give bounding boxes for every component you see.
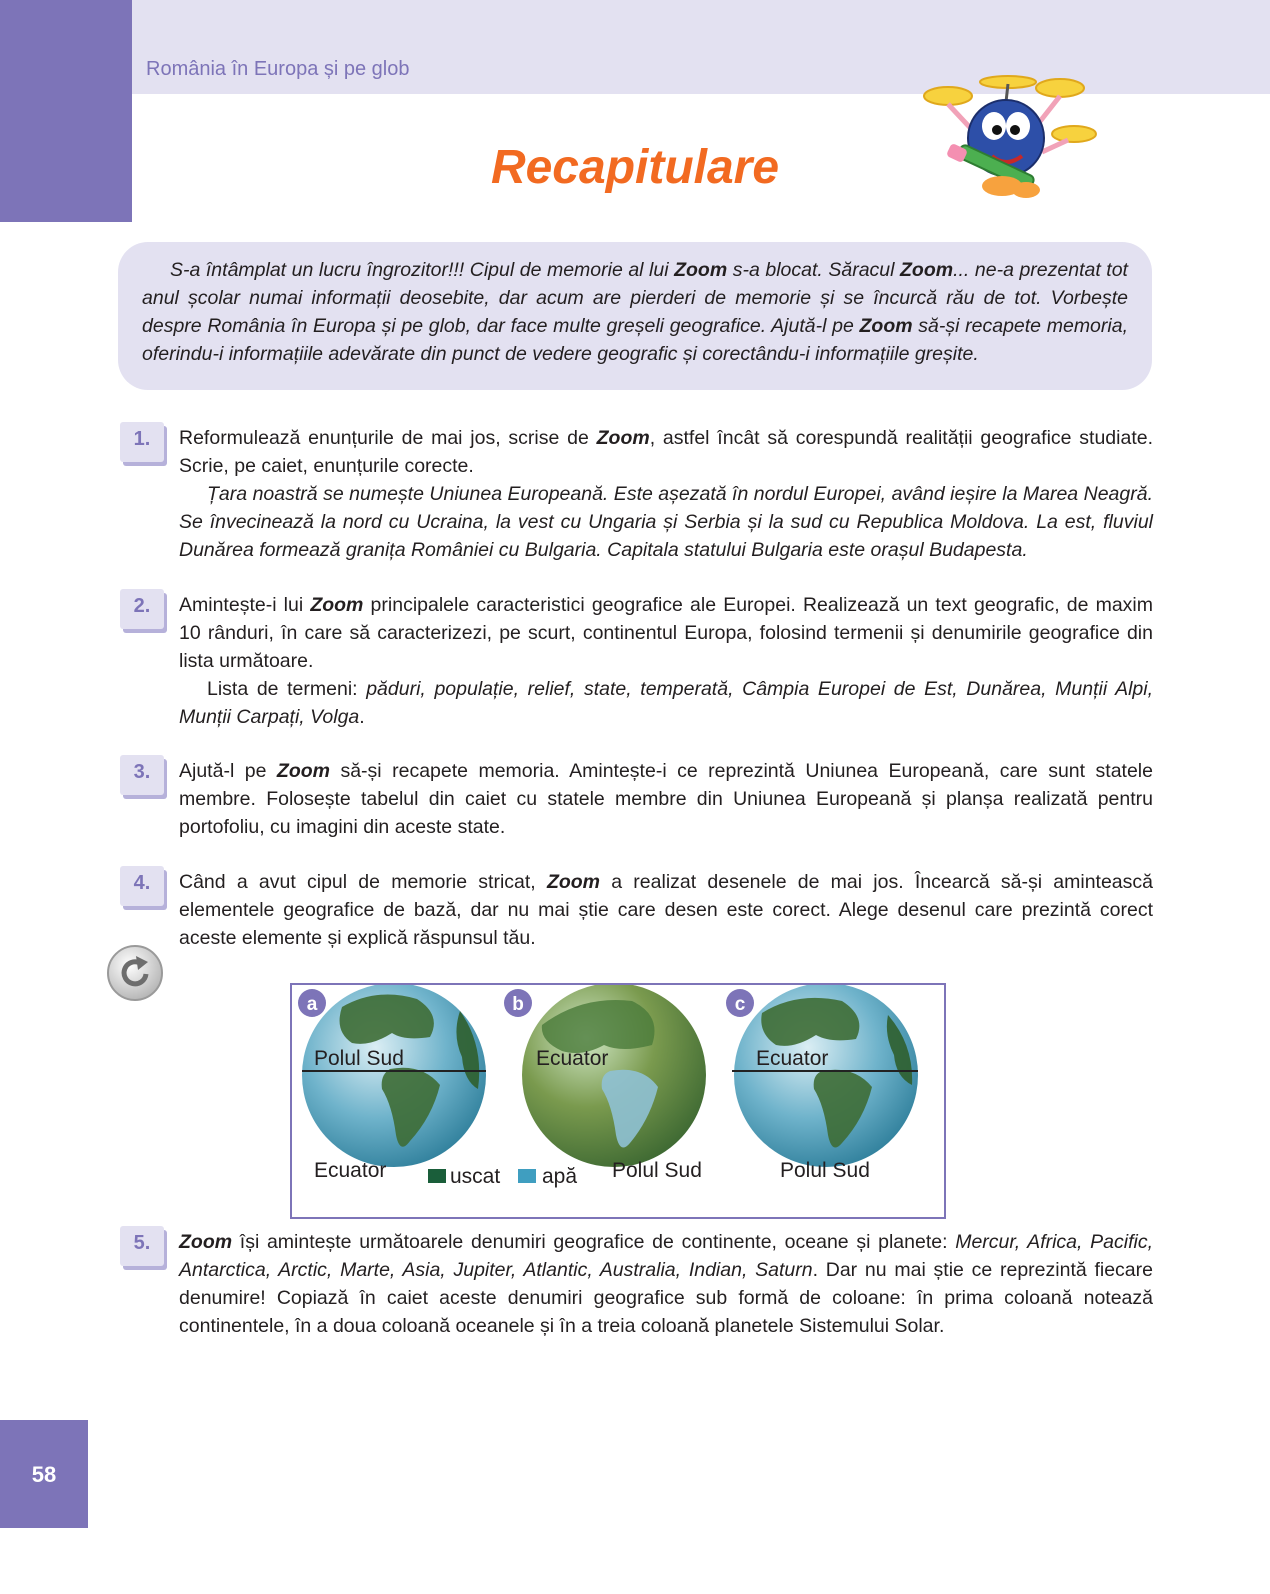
- text-segment: , astfel încât să corespundă realității geografice studiate. Scrie, pe caiet, enunțurile corecte.: [179, 427, 1153, 477]
- terms: păduri, populație, relief, state, temperată, Câmpia Europei de Est, Dunărea, Munții Alpi, Munții Carpați, Volga: [179, 678, 1153, 728]
- zoom-name: Zoom: [310, 594, 364, 616]
- page-number: 58: [31, 1462, 57, 1487]
- text-segment: Când a avut cipul de memorie stricat,: [179, 871, 547, 893]
- exercise-instruction: [179, 591, 1153, 675]
- text-segment: Reformulează enunțurile de mai jos, scrise de: [179, 427, 597, 449]
- zoom-mascot-icon: [918, 74, 1106, 206]
- globe-c[interactable]: [726, 985, 918, 1182]
- exercise-body: [179, 591, 1153, 731]
- legend-water-swatch: [518, 1169, 536, 1183]
- text-segment: a realizat desenele de mai jos. Încearcă să-și amintească elementele geografice de bază, dar nu mai știe care desen este corect. Alege desenul care prezintă corect aceste elemente și explică răspunsul tău.: [179, 871, 1153, 949]
- text-segment: Lista de termeni:: [207, 678, 367, 700]
- intro-segment: s-a blocat. Săracul: [727, 259, 901, 281]
- exercise-number-badge: [120, 755, 164, 795]
- text-segment: .: [359, 706, 365, 728]
- intro-segment: să-și recapete memoria, oferindu-i informațiile adevărate din punct de vedere geografic și corectându-i informațiile greșite.: [142, 315, 1128, 365]
- text-segment: își amintește următoarele denumiri geografice de continente, oceane și planete:: [232, 1231, 956, 1253]
- exercise-number-badge: [120, 1226, 164, 1266]
- globe-b-top-label: Ecuator: [536, 1047, 609, 1070]
- page-title: Recapitulare: [490, 141, 780, 194]
- badge-b: b: [512, 994, 524, 1015]
- text-segment: . Dar nu mai știe ce reprezintă fiecare denumire! Copiază în caiet aceste denumiri geografice sub formă de coloane: în prima coloană notează continentele, în a doua coloană oceanele și în a treia coloană planetele Sistemului Solar.: [179, 1259, 1153, 1337]
- exercise-body: [179, 1228, 1153, 1340]
- intro-segment: S-a întâmplat un lucru îngrozitor!!! Cipul de memorie al lui: [170, 259, 675, 281]
- intro-segment: ... ne-a prezentat tot anul școlar numai informații deosebite, dar acum are pierderi de memorie și se încurcă rău de tot. Vorbește despre România în Europa și pe glob, dar face multe greșeli geografice. Ajută-l pe: [142, 259, 1128, 337]
- badge-a: a: [306, 994, 318, 1015]
- exercise-body: [179, 868, 1153, 952]
- exercise-number: 1.: [133, 428, 151, 450]
- exercise-body: [179, 757, 1153, 841]
- exercise-instruction: [179, 868, 1153, 952]
- terms-list: [179, 675, 1153, 731]
- exercise-number-badge: [120, 422, 164, 462]
- legend-water-label: apă: [542, 1165, 578, 1188]
- exercise-number-badge: [120, 866, 164, 906]
- exercise-number: 3.: [133, 761, 151, 783]
- globe-c-top-label: Ecuator: [756, 1047, 829, 1070]
- exercise-number-badge: [120, 589, 164, 629]
- exercise-number: 2.: [133, 595, 151, 617]
- exercise-instruction: [179, 1228, 1153, 1340]
- text-segment: principalele caracteristici geografice ale Europei. Realizează un text geografic, de maxim 10 rânduri, în care să caracterizezi, pe scurt, continentul Europa, folosind termenii și denumirile geografice din lista următoare.: [179, 594, 1154, 672]
- exercise-number: 5.: [133, 1232, 151, 1254]
- globe-c-bottom-label: Polul Sud: [780, 1159, 870, 1182]
- legend-land-swatch: [428, 1169, 446, 1183]
- legend: [428, 1165, 577, 1188]
- globe-a-bottom-label: Ecuator: [314, 1159, 387, 1182]
- names-list: Mercur, Africa, Pacific, Antarctica, Arctic, Marte, Asia, Jupiter, Atlantic, Australia, Indian, Saturn: [179, 1231, 1153, 1281]
- zoom-name: Zoom: [596, 427, 650, 449]
- text-segment: să-și recapete memoria. Amintește-i ce reprezintă Uniunea Europeană, care sunt statele membre. Folosește tabelul din caiet cu statele membre din Uniunea Europeană și planșa realizată pentru portofoliu, cu imagini din aceste state.: [179, 760, 1153, 838]
- text-segment: Ajută-l pe: [179, 760, 277, 782]
- exercise-instruction: [179, 424, 1153, 480]
- globe-b[interactable]: [504, 985, 706, 1182]
- globe-b-bottom-label: Polul Sud: [612, 1159, 702, 1182]
- globes-svg: [292, 985, 944, 1217]
- legend-land-label: uscat: [450, 1165, 501, 1188]
- zoom-name: Zoom: [179, 1231, 233, 1253]
- exercise-instruction: [179, 757, 1153, 841]
- intro-text: [142, 256, 1128, 368]
- intro-box: [118, 242, 1152, 390]
- text-segment: Amintește-i lui: [179, 594, 311, 616]
- exercise-body: [179, 424, 1153, 564]
- globe-a-top-label: Polul Sud: [314, 1047, 404, 1070]
- globes-figure: [290, 983, 946, 1219]
- exercise-statement: Țara noastră se numește Uniunea Europeană. Este așezată în nordul Europei, având ieșire la Marea Neagră. Se învecinează la nord cu Ucraina, la vest cu Ungaria și Serbia și la sud cu Republica Moldova. La est, fluviul Dunărea formează granița României cu Bulgaria. Capitala statului Bulgaria este orașul Budapesta.: [179, 483, 1153, 561]
- exercise-number: 4.: [133, 872, 151, 894]
- badge-c: c: [734, 994, 746, 1015]
- globe-a[interactable]: [298, 985, 486, 1182]
- reload-icon[interactable]: [106, 944, 164, 1002]
- zoom-name: Zoom: [546, 871, 601, 893]
- zoom-name: Zoom: [900, 259, 954, 281]
- breadcrumb: România în Europa și pe glob: [146, 58, 410, 80]
- zoom-name: Zoom: [276, 760, 330, 782]
- zoom-name: Zoom: [674, 259, 728, 281]
- zoom-name: Zoom: [859, 315, 913, 337]
